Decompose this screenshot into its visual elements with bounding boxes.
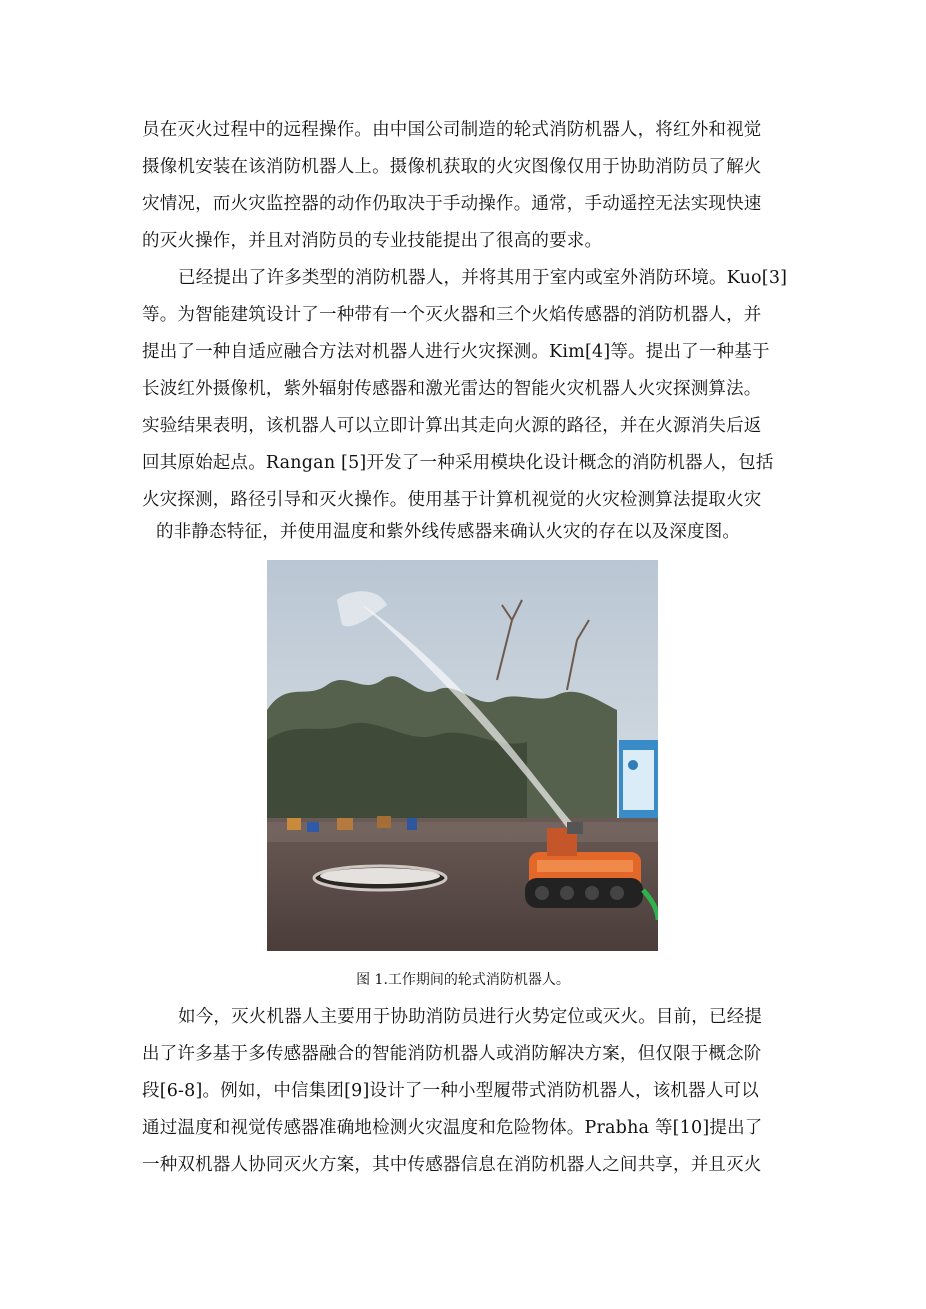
paragraph-1-line-1: 员在灭火过程中的远程操作。由中国公司制造的轮式消防机器人，将红外和视觉 <box>142 120 762 140</box>
paragraph-1-line-3: 灾情况，而火灾监控器的动作仍取决于手动操作。通常，手动遥控无法实现快速 <box>142 194 762 214</box>
paragraph-2-line-5: 实验结果表明，该机器人可以立即计算出其走向火源的路径，并在火源消失后返 <box>142 416 762 436</box>
paragraph-2-line-7: 火灾探测，路径引导和灭火操作。使用基于计算机视觉的火灾检测算法提取火灾 <box>142 490 762 510</box>
paragraph-2-line-8: 的非静态特征，并使用温度和紫外线传感器来确认火灾的存在以及深度图。 <box>156 522 741 542</box>
figure-caption: 图 1.工作期间的轮式消防机器人。 <box>356 972 570 988</box>
paragraph-2-line-6: 回其原始起点。Rangan [5]开发了一种采用模块化设计概念的消防机器人，包括 <box>142 453 774 473</box>
paragraph-1-line-4: 的灭火操作，并且对消防员的专业技能提出了很高的要求。 <box>142 231 603 251</box>
paragraph-2-line-4: 长波红外摄像机，紫外辐射传感器和激光雷达的智能火灾机器人火灾探测算法。 <box>142 379 762 399</box>
paragraph-2-line-2: 等。为智能建筑设计了一种带有一个灭火器和三个火焰传感器的消防机器人，并 <box>142 305 762 325</box>
paragraph-3-line-5: 一种双机器人协同灭火方案，其中传感器信息在消防机器人之间共享，并且灭火 <box>142 1155 762 1175</box>
paragraph-1-line-2: 摄像机安装在该消防机器人上。摄像机获取的火灾图像仅用于协助消防员了解火 <box>142 157 762 177</box>
paragraph-2-line-3: 提出了一种自适应融合方法对机器人进行火灾探测。Kim[4]等。提出了一种基于 <box>142 342 770 362</box>
paragraph-2-line-1: 已经提出了许多类型的消防机器人，并将其用于室内或室外消防环境。Kuo[3] <box>178 268 788 288</box>
paragraph-3-line-3: 段[6-8]。例如，中信集团[9]设计了一种小型履带式消防机器人，该机器人可以 <box>142 1081 759 1101</box>
paragraph-3-line-4: 通过温度和视觉传感器准确地检测火灾温度和危险物体。Prabha 等[10]提出了 <box>142 1118 763 1138</box>
paragraph-3-line-1: 如今，灭火机器人主要用于协助消防员进行火势定位或灭火。目前，已经提 <box>178 1007 763 1027</box>
paragraph-3-line-2: 出了许多基于多传感器融合的智能消防机器人或消防解决方案，但仅限于概念阶 <box>142 1044 762 1064</box>
firefighting-robot-photo <box>267 560 658 951</box>
figure-photo <box>267 560 658 951</box>
